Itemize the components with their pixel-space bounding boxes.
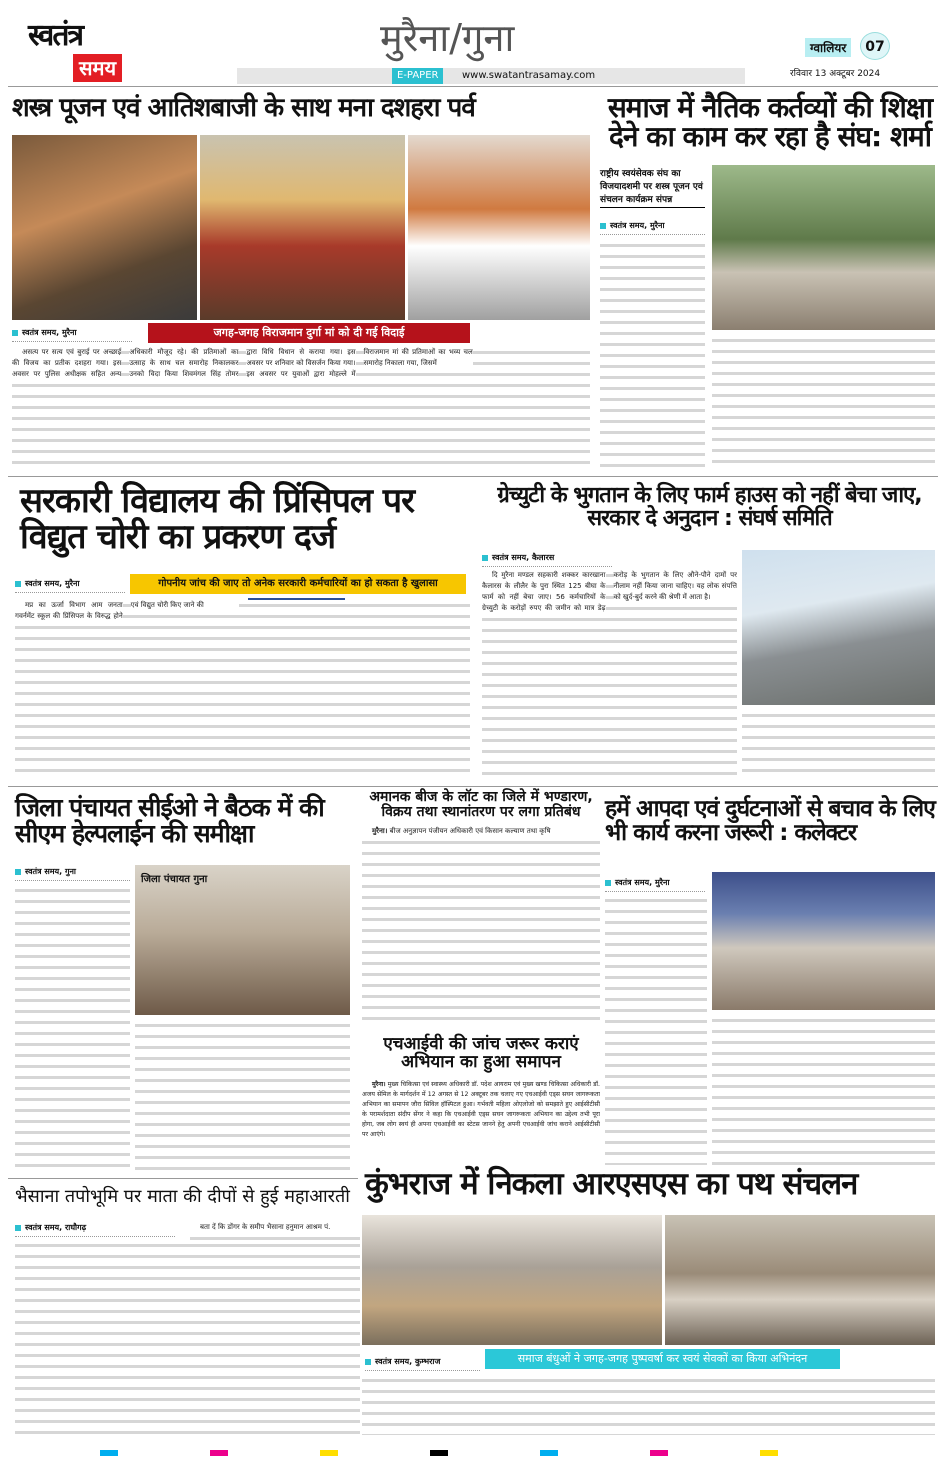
byline-text: स्वतंत्र समय, राघौगढ़ bbox=[25, 1223, 87, 1232]
body-kumbhraj bbox=[362, 1375, 935, 1435]
byline-dussehra bbox=[12, 327, 132, 342]
body-bhaisana-right bbox=[190, 1222, 360, 1240]
bullet-icon bbox=[365, 1359, 371, 1365]
dateline: मुरैना। bbox=[372, 827, 388, 835]
print-color-marks bbox=[100, 1450, 845, 1456]
headline-hiv: एचआईवी की जांच जरूर कराएं अभियान का हुआ समापन bbox=[383, 1034, 579, 1072]
headline-disaster: हमें आपदा एवं दुर्घटनाओं से बचाव के लिए भी कार्य करना जरूरी : कलेक्टर bbox=[605, 796, 935, 847]
headline-kumbhraj: कुंभराज में निकला आरएसएस का पथ संचलन bbox=[365, 1166, 858, 1202]
byline-text: स्वतंत्र समय, मुरैना bbox=[610, 221, 665, 230]
issue-date: रविवार 13 अक्टूबर 2024 bbox=[790, 69, 881, 79]
deck-rss-murena: राष्ट्रीय स्वयंसेवक संघ का विजयादशमी पर शस्त्र पूजन एवं संचलन कार्यक्रम संपन्न bbox=[600, 168, 705, 208]
body-text bbox=[362, 1080, 600, 1140]
body-bhaisana bbox=[15, 1240, 360, 1435]
photo-dussehra-1 bbox=[12, 135, 197, 320]
logo[interactable] bbox=[28, 18, 153, 84]
bullet-icon bbox=[12, 330, 18, 336]
section-rule bbox=[8, 786, 938, 787]
subhead-electricity: गोपनीय जांच की जाए तो अनेक सरकारी कर्मचारियों का हो सकता है खुलासा bbox=[130, 574, 466, 594]
byline-text: स्वतंत्र समय, कुम्भराज bbox=[375, 1357, 441, 1366]
body-rss-murena bbox=[712, 335, 935, 470]
byline-bhaisana bbox=[15, 1222, 175, 1237]
dateline: मुरैना। bbox=[372, 1081, 386, 1088]
body-text bbox=[362, 826, 600, 837]
body-dussehra bbox=[12, 347, 590, 471]
logo-top: स्वतंत्र bbox=[28, 18, 83, 53]
body-seeds bbox=[362, 826, 600, 1026]
photo-disaster-meeting bbox=[712, 872, 935, 1010]
body-text: मप्र का ऊर्जा विभाग आम जनता गवर्नमेंट स्कूल की प्रिंसिपल के विरुद्ध होने एवं विद्युत चोरी किए जाने की bbox=[15, 600, 239, 622]
body-lead: बीज अनुज्ञापन पंजीयन अधिकारी एवं किसान कल्याण तथा कृषि bbox=[389, 827, 551, 835]
website-link[interactable]: www.swatantrasamay.com bbox=[462, 70, 596, 81]
photo-dussehra-3 bbox=[408, 135, 590, 320]
body-gratuity-right bbox=[742, 710, 935, 780]
bullet-icon bbox=[600, 223, 606, 229]
city-label: ग्वालियर bbox=[805, 38, 851, 57]
body-disaster-left bbox=[605, 895, 707, 1165]
byline-text: स्वतंत्र समय, मुरैना bbox=[615, 878, 670, 887]
photo-caption: जिला पंचायत गुना bbox=[141, 874, 208, 885]
subhead-dussehra: जगह-जगह विराजमान दुर्गा मां को दी गई विदाई bbox=[148, 323, 470, 343]
edition-title: मुरैना/गुना bbox=[380, 16, 515, 60]
bullet-icon bbox=[15, 581, 21, 587]
section-rule bbox=[8, 476, 938, 477]
photo-kumbhraj-1 bbox=[362, 1215, 662, 1345]
body-disaster bbox=[712, 1015, 935, 1165]
headline-dussehra: शस्त्र पूजन एवं आतिशबाजी के साथ मना दशहरा पर्व bbox=[12, 93, 475, 123]
body-zila-panchayat-left bbox=[15, 885, 130, 1175]
page-number: 07 bbox=[860, 32, 890, 60]
bullet-icon bbox=[605, 880, 611, 886]
epaper-label[interactable]: E-PAPER bbox=[392, 68, 443, 84]
bullet-icon bbox=[15, 1225, 21, 1231]
headline-electricity: सरकारी विद्यालय की प्रिंसिपल पर विद्युत चोरी का प्रकरण दर्ज bbox=[20, 481, 415, 557]
headline-zila-panchayat: जिला पंचायत सीईओ ने बैठक में की सीएम हेल्पलाईन की समीक्षा bbox=[15, 793, 324, 849]
photo-meeting bbox=[135, 865, 350, 1015]
body-rss-murena-left bbox=[600, 240, 705, 470]
body-text: दि मुरैना मण्डल सहकारी शक्कर कारखाना कैलारस के लीलैर के पुरा स्थित 125 बीघा के फार्म को नहीं बेचा जाए। 56 कर्मचारियों के ग्रेच्युटी के करोड़ों रुपए की जमीन को मात्र डेढ़ करोड़ के भुगतान के लिए औने-पौने दामों पर नीलाम नहीं किया जाना चाहिए। यह लोक संपत्ति को खुर्द-बुर्द करने की श्रेणी में आता है। bbox=[482, 571, 737, 612]
photo-dussehra-2 bbox=[200, 135, 405, 320]
section-rule bbox=[8, 1178, 358, 1179]
subhead-kumbhraj: समाज बंधुओं ने जगह-जगह पुष्पवर्षा कर स्वयं सेवकों का किया अभिनंदन bbox=[485, 1349, 840, 1369]
body-text: बता दें कि डोंगर के समीप भैसाना हनुमान आश्रम पं. bbox=[190, 1222, 360, 1233]
body-text: असत्य पर सत्य एवं बुराई पर अच्छाई की विजय का प्रतीक दशहरा गया। इस अवसर पर पुलिस अधीक्षक सहित अन्य अधिकारी मौजूद रहे। की प्रतिमाओं का उत्साह के साथ चल समारोह निकालकर उनको विदा किया शिवमंगल सिंह तोमर द्वारा विधि विधान से कराया गया। इस अवसर पर शनिवार को विसर्जन किया गया। इस अवसर पर युवाओं द्वारा मोहल्ले में विराजमान मां की प्रतिमाओं का भव्य चल समारोह निकाला गया, जिसमें bbox=[12, 348, 473, 378]
epaper-bar bbox=[237, 68, 745, 84]
photo-kumbhraj-2 bbox=[665, 1215, 935, 1345]
byline-disaster bbox=[605, 877, 705, 892]
byline-text: स्वतंत्र समय, मुरैना bbox=[22, 328, 77, 337]
photo-rss-march bbox=[712, 165, 935, 330]
headline-gratuity: ग्रेच्युटी के भुगतान के लिए फार्म हाउस को नहीं बेचा जाए, सरकार दे अनुदान : संघर्ष समिति bbox=[497, 483, 922, 532]
masthead bbox=[0, 0, 945, 88]
logo-bottom: समय bbox=[73, 54, 122, 82]
byline-text: स्वतंत्र समय, गुना bbox=[25, 867, 76, 876]
photo-factory bbox=[742, 550, 935, 705]
byline-zila-panchayat bbox=[15, 866, 130, 881]
byline-rss-murena bbox=[600, 220, 705, 235]
body-lead: मुख्य चिकित्सा एवं स्वास्थ्य अधिकारी डॉ. पदेश आयराम एवं मुख्य खण्ड चिकित्सा अधिकारी डॉ. अजय सेमिल के मार्गदर्शन में 12 अगस्त से 12 अक्टूबर तक चलाए गए एचआईवी एड्स सघन जागरूकता अभियान का समापन जौरा सिविल हॉस्पिटल हुआ। गर्भवती महिला ओएलोजो को समझाते हुए आईसीटीसी के परामर्शदाता संदीप सेंगर ने कहा कि एचआईवी एड्स सघन जागरूकता अभियान का उद्देश्य तभी पूरा होगा, जब लोग स्वयं ही अपना एचआईवी का स्टेटस जानने हेतु अपनी एचआईवी जांच कराने आईसीटीसी पर आएंगे। bbox=[362, 1081, 600, 1138]
byline-text: स्वतंत्र समय, मुरैना bbox=[25, 579, 80, 588]
bullet-icon bbox=[15, 869, 21, 875]
headline-seeds: अमानक बीज के लॉट का जिले में भण्डारण, विक्रय तथा स्थानांतरण पर लगा प्रतिबंध bbox=[369, 789, 593, 820]
byline-gratuity bbox=[482, 552, 612, 567]
headline-rss-murena: समाज में नैतिक कर्तव्यों की शिक्षा देने का काम कर रहा है संघ: शर्मा bbox=[607, 91, 933, 154]
body-zila-panchayat bbox=[135, 1020, 350, 1175]
body-hiv bbox=[362, 1080, 600, 1160]
body-gratuity bbox=[482, 570, 737, 780]
byline-kumbhraj bbox=[365, 1356, 480, 1371]
masthead-rule bbox=[8, 86, 938, 87]
byline-electricity bbox=[15, 578, 125, 593]
bullet-icon bbox=[482, 555, 488, 561]
byline-text: स्वतंत्र समय, कैलारस bbox=[492, 553, 555, 562]
body-electricity bbox=[15, 600, 470, 780]
headline-bhaisana: भैसाना तपोभूमि पर माता की दीपों से हुई महाआरती bbox=[15, 1186, 350, 1207]
